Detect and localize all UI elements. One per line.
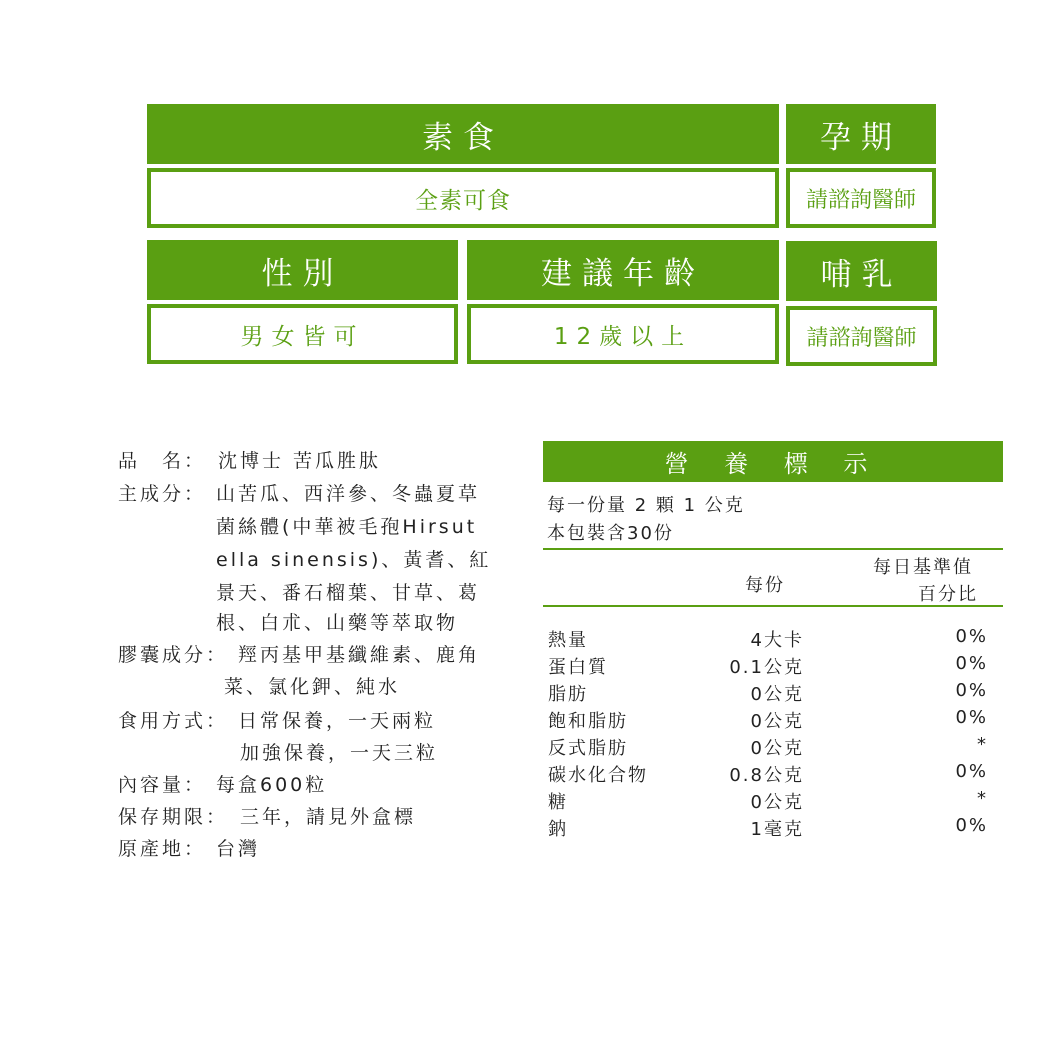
- nutrient-percent: 0%: [955, 761, 988, 782]
- ingredients-label: 主成分：: [118, 483, 207, 505]
- gender-value: 男女皆可: [147, 304, 458, 364]
- nutrient-amount: 4大卡: [750, 630, 804, 651]
- capsule-line: 羥丙基甲基纖維素、鹿角: [238, 644, 481, 666]
- nutrient-amount: 0公克: [750, 711, 804, 732]
- ingredients-line: 根、白朮、山藥等萃取物: [216, 612, 459, 634]
- nutrient-amount: 0公克: [750, 684, 804, 705]
- age-header: 建議年齡: [467, 240, 779, 300]
- nutrient-percent: *: [977, 788, 988, 809]
- capsule-line: 菜、氯化鉀、純水: [224, 676, 401, 698]
- nutrient-percent: 0%: [955, 626, 988, 647]
- nutrient-percent: 0%: [955, 680, 988, 701]
- product-name-label: 品 名：: [118, 450, 207, 472]
- age-value: 12歲以上: [467, 304, 779, 364]
- nutrient-amount: 1毫克: [750, 819, 804, 840]
- ingredients-line: ella sinensis)、黃耆、紅: [216, 549, 492, 571]
- capsule-label: 膠囊成分：: [118, 644, 229, 666]
- ingredients-line: 山苦瓜、西洋參、冬蟲夏草: [216, 483, 481, 505]
- content-value: 每盒600粒: [216, 774, 328, 796]
- nutrient-name: 碳水化合物: [548, 765, 648, 786]
- ingredients-line: 景天、番石榴葉、甘草、葛: [216, 582, 481, 604]
- daily-value-header: 每日基準值: [873, 557, 973, 578]
- daily-value-header-2: 百分比: [918, 584, 978, 605]
- nutrient-amount: 0.8公克: [729, 765, 804, 786]
- nutrient-percent: 0%: [955, 815, 988, 836]
- vegetarian-header: 素食: [147, 104, 779, 164]
- pregnancy-header: 孕期: [786, 104, 936, 164]
- origin-value: 台灣: [216, 838, 261, 860]
- nutrition-title: 營 養 標 示: [543, 441, 1003, 482]
- usage-line: 日常保養，一天兩粒: [238, 710, 437, 732]
- divider: [543, 548, 1003, 550]
- gender-header: 性別: [147, 240, 458, 300]
- ingredients-line: 菌絲體(中華被毛孢Hirsut: [216, 516, 478, 538]
- usage-line: 加強保養，一天三粒: [240, 742, 439, 764]
- nutrient-amount: 0.1公克: [729, 657, 804, 678]
- serving-size: 每一份量 2 顆 1 公克: [547, 495, 745, 516]
- per-serving-header: 每份: [745, 575, 785, 596]
- nutrient-percent: 0%: [955, 653, 988, 674]
- vegetarian-value: 全素可食: [147, 168, 779, 228]
- nutrient-name: 糖: [548, 792, 568, 813]
- nutrient-amount: 0公克: [750, 792, 804, 813]
- divider: [543, 605, 1003, 607]
- origin-label: 原產地：: [118, 838, 207, 860]
- nutrient-name: 脂肪: [548, 684, 588, 705]
- nutrient-amount: 0公克: [750, 738, 804, 759]
- nutrient-name: 熱量: [548, 630, 588, 651]
- nutrient-percent: *: [977, 734, 988, 755]
- pregnancy-value: 請諮詢醫師: [786, 168, 936, 228]
- usage-label: 食用方式：: [118, 710, 229, 732]
- nutrient-name: 鈉: [548, 819, 568, 840]
- nutrient-name: 反式脂肪: [548, 738, 628, 759]
- nutrient-name: 蛋白質: [548, 657, 608, 678]
- nutrient-name: 飽和脂肪: [548, 711, 628, 732]
- breastfeeding-header: 哺乳: [786, 241, 937, 301]
- content-label: 內容量：: [118, 774, 207, 796]
- breastfeeding-value: 請諮詢醫師: [786, 306, 937, 366]
- nutrient-percent: 0%: [955, 707, 988, 728]
- servings-per-pack: 本包裝含30份: [547, 523, 674, 544]
- product-name-value: 沈博士 苦瓜胜肽: [218, 450, 382, 472]
- shelf-life-label: 保存期限：: [118, 806, 229, 828]
- shelf-life-value: 三年，請見外盒標: [240, 806, 417, 828]
